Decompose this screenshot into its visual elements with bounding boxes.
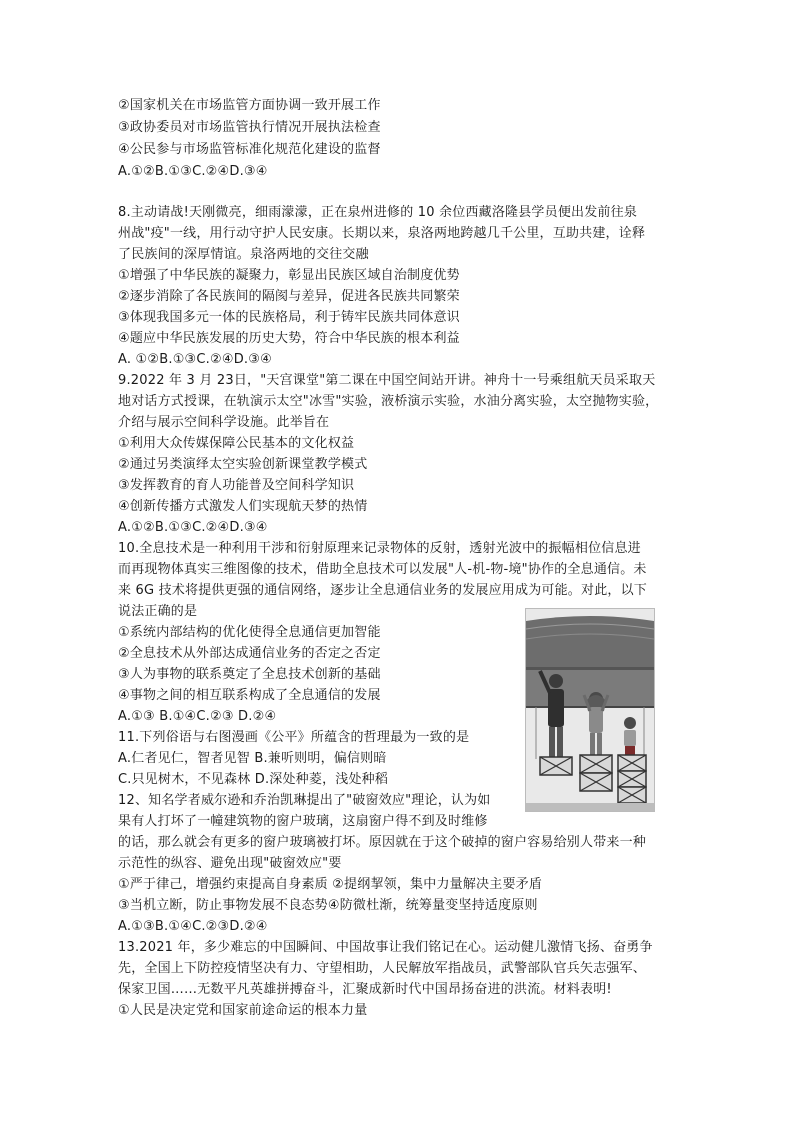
option-line: C.只见树木，不见森林 D.深处种菱，浅处种稻 — [118, 772, 389, 787]
option-line: ④事物之间的相互联系构成了全息通信的发展 — [118, 688, 381, 703]
option-line: ④题应中华民族发展的历史大势，符合中华民族的根本利益 — [118, 331, 460, 346]
question-stem: 州战"疫"一线，用行动守护人民安康。长期以来，泉洛两地跨越几千公里，互助共建，诠释 — [118, 226, 646, 241]
question-stem: 介绍与展示空间科学设施。此举旨在 — [118, 415, 330, 430]
option-line: ①利用大众传媒保障公民基本的文化权益 — [118, 436, 355, 451]
option-line: ③体现我国多元一体的民族格局，利于铸牢民族共同体意识 — [118, 310, 460, 325]
option-line: ③人为事物的联系奠定了全息技术创新的基础 — [118, 667, 381, 682]
question-stem: 13.2021 年，多少难忘的中国瞬间、中国故事让我们铭记在心。运动健儿激情飞扬、奋勇争 — [118, 940, 653, 955]
question-stem: 先，全国上下防控疫情坚决有力、守望相助，人民解放军指战员，武警部队官兵矢志强军、 — [118, 961, 647, 976]
option-line: ①系统内部结构的优化使得全息通信更加智能 — [118, 625, 381, 640]
question-stem: 果有人打坏了一幢建筑物的窗户玻璃，这扇窗户得不到及时维修 — [118, 814, 488, 829]
option-line: ②逐步消除了各民族间的隔阂与差异，促进各民族共同繁荣 — [118, 289, 460, 304]
answer-choices: A.①③ B.①④C.②③ D.②④ — [118, 709, 277, 724]
option-line: ①严于律己，增强约束提高自身素质 ②提纲挈领，集中力量解决主要矛盾 — [118, 877, 543, 892]
answer-choices: A. ①②B.①③C.②④D.③④ — [118, 352, 272, 367]
option-line: ①人民是决定党和国家前途命运的根本力量 — [118, 1003, 368, 1018]
question-stem: 而再现物体真实三维图像的技术，借助全息技术可以发展"人-机-物-境"协作的全息通信。未 — [118, 562, 647, 577]
answer-choices: A.①②B.①③C.②④D.③④ — [118, 520, 268, 535]
option-line: A.仁者见仁，智者见智 B.兼听则明，偏信则暗 — [118, 751, 387, 766]
question-stem: 保家卫国……无数平凡英雄拼搏奋斗，汇聚成新时代中国昂扬奋进的洪流。材料表明! — [118, 982, 612, 997]
option-line: ②国家机关在市场监管方面协调一致开展工作 — [118, 98, 381, 113]
cartoon-fairness-image — [525, 608, 655, 812]
cartoon-illustration — [526, 609, 654, 811]
option-line: ②全息技术从外部达成通信业务的否定之否定 — [118, 646, 381, 661]
answer-choices: A.①②B.①③C.②④D.③④ — [118, 164, 268, 179]
question-stem: 说法正确的是 — [118, 604, 198, 619]
question-stem: 示范性的纵容、避免出现"破窗效应"要 — [118, 856, 342, 871]
answer-choices: A.①③B.①④C.②③D.②④ — [118, 919, 268, 934]
option-line: ④公民参与市场监管标准化规范化建设的监督 — [118, 142, 381, 157]
option-line: ③政协委员对市场监管执行情况开展执法检查 — [118, 120, 381, 135]
question-stem: 12、知名学者威尔逊和乔治凯琳提出了"破窗效应"理论，认为如 — [118, 793, 491, 808]
question-stem: 的话，那么就会有更多的窗户玻璃被打坏。原因就在于这个破掉的窗户容易给别人带来一种 — [118, 835, 647, 850]
question-stem: 11.下列俗语与右图漫画《公平》所蕴含的哲理最为一致的是 — [118, 730, 470, 745]
question-stem: 8.主动请战!天刚微亮，细雨濛濛，正在泉州进修的 10 余位西藏洛隆县学员便出发前往泉 — [118, 205, 638, 220]
question-stem: 地对话方式授课，在轨演示太空"冰雪"实验，液桥演示实验，水油分离实验，太空抛物实验， — [118, 394, 659, 409]
question-stem: 了民族间的深厚情谊。泉洛两地的交往交融 — [118, 247, 369, 262]
question-stem: 10.全息技术是一种利用干涉和衍射原理来记录物体的反射，透射光波中的振幅相位信息进 — [118, 541, 641, 556]
option-line: ③发挥教育的育人功能普及空间科学知识 — [118, 478, 355, 493]
question-stem: 9.2022 年 3 月 23日，"天宫课堂"第二课在中国空间站开讲。神舟十一号乘组航天员采取天 — [118, 373, 656, 388]
question-stem: 来 6G 技术将提供更强的通信网络，逐步让全息通信业务的发展应用成为可能。对此，以下 — [118, 583, 648, 598]
option-line: ②通过另类演绎太空实验创新课堂教学模式 — [118, 457, 368, 472]
option-line: ④创新传播方式激发人们实现航天梦的热情 — [118, 499, 368, 514]
option-line: ③当机立断，防止事物发展不良态势④防微杜渐，统筹量变坚持适度原则 — [118, 898, 538, 913]
option-line: ①增强了中华民族的凝聚力，彰显出民族区域自治制度优势 — [118, 268, 460, 283]
